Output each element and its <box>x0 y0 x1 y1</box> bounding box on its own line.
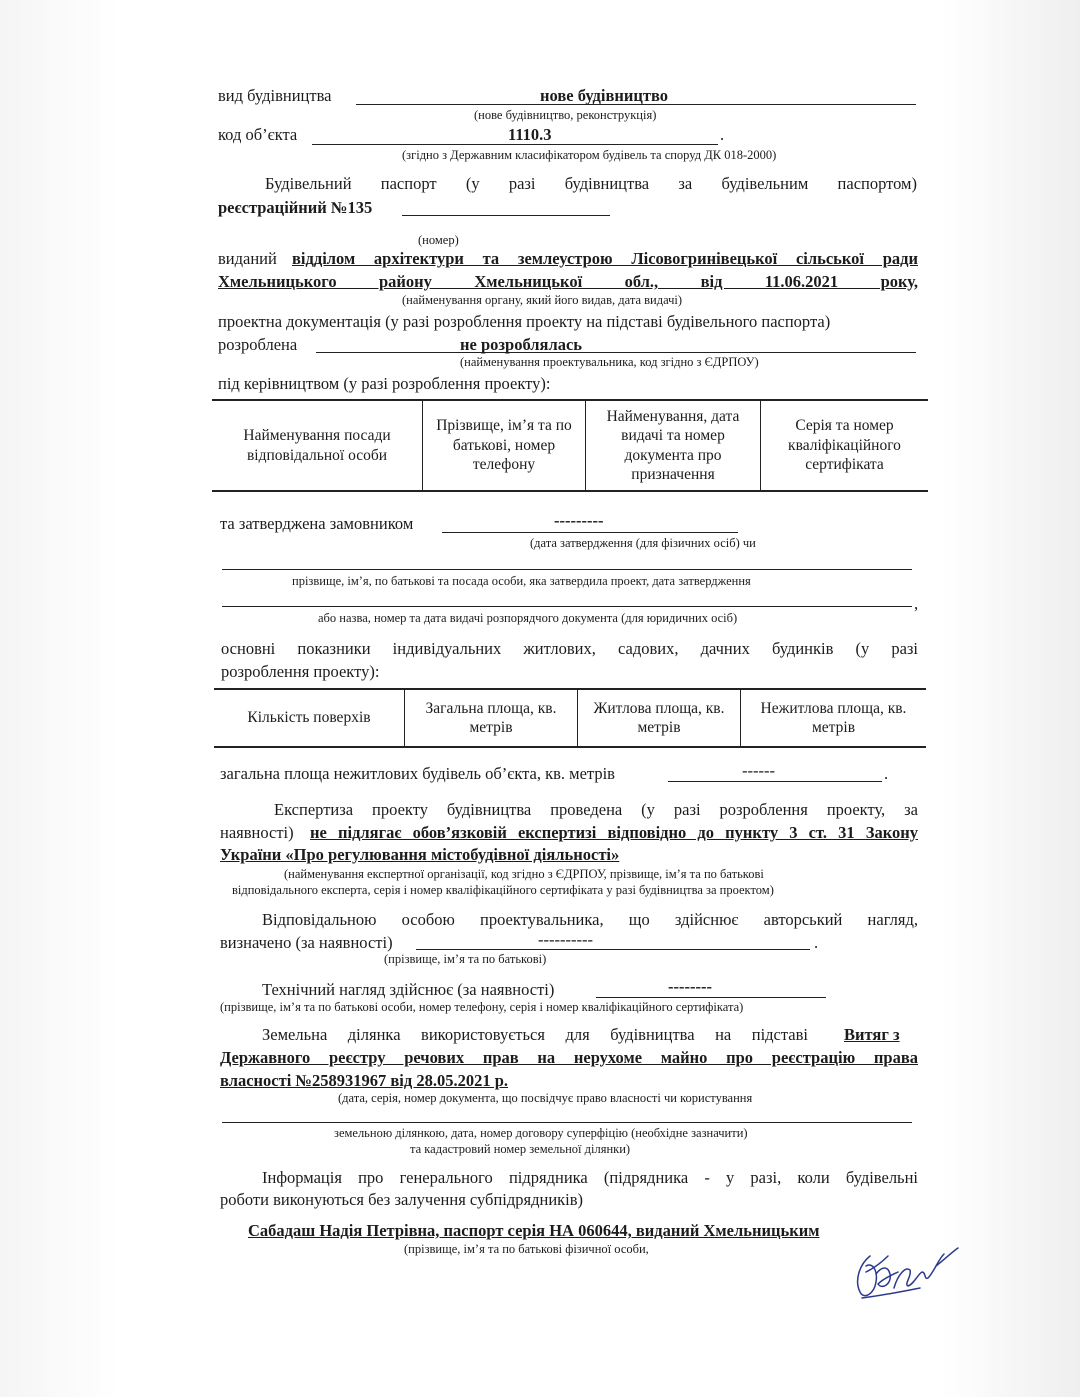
table-header-cell: Прізвище, ім’я та по батькові, номер телефону <box>423 400 586 491</box>
approval-value: --------- <box>554 511 604 530</box>
table-header-cell: Кількість поверхів <box>214 689 405 747</box>
table-row <box>212 400 928 491</box>
passport-number: реєстраційний №135 <box>218 198 373 217</box>
land-line1-prefix: Земельна ділянка використовується для будівництва на підставі <box>262 1025 808 1044</box>
project-docs-line1: проектна документація (у разі розроблення проекту на підставі будівельного паспорта) <box>218 312 831 331</box>
expertise-line1: Експертиза проекту будівництва проведена (у разі розроблення проекту, за <box>274 800 918 819</box>
developed-label: розроблена <box>218 335 298 354</box>
page-shadow-left <box>0 0 120 1397</box>
land-extra-line <box>222 1122 912 1123</box>
nonresidential-label: загальна площа нежитлових будівель об’єкта, кв. метрів <box>220 764 615 783</box>
technical-supervision-hint: (прізвище, ім’я та по батькові особи, номер телефону, серія і номер кваліфікаційного сертифіката) <box>220 1000 744 1014</box>
table-header-cell: Житлова площа, кв. метрів <box>578 689 741 747</box>
passport-number-hint: (номер) <box>418 233 459 247</box>
passport-issuer-line1: відділом архітектури та землеустрою Лісовогринівецької сільської ради <box>292 249 918 268</box>
author-supervision-prefix: визначено (за наявності) <box>220 933 393 952</box>
land-hint2: земельною ділянкою, дата, номер договору суперфіцію (необхідне зазначити) <box>334 1126 748 1140</box>
lead-label: під керівництвом (у разі розроблення проекту): <box>218 374 551 393</box>
expertise-hint2: відповідального експерта, серія і номер кваліфікаційного сертифіката у разі будівництва за проектом) <box>232 883 774 897</box>
object-code-hint: (згідно з Державним класифікатором будівель та споруд ДК 018-2000) <box>402 148 777 162</box>
technical-supervision-label: Технічний нагляд здійснює (за наявності) <box>262 980 555 999</box>
table-header-cell: Серія та номер кваліфікаційного сертифіката <box>761 400 929 491</box>
nonresidential-line <box>668 781 882 782</box>
table-header-cell: Загальна площа, кв. метрів <box>405 689 578 747</box>
technical-supervision-value: -------- <box>668 977 712 996</box>
table-header-cell: Нежитлова площа, кв. метрів <box>741 689 927 747</box>
expertise-value-line1: не підлягає обов’язковій експертизі відповідно до пункту 3 ст. 31 Закону <box>310 823 918 842</box>
expertise-line2-prefix: наявності) <box>220 823 294 842</box>
table-header-cell: Найменування, дата видачі та номер документа про призначення <box>586 400 761 491</box>
approval-document-line <box>222 606 912 607</box>
land-value-line2: Державного реєстру речових прав на нерухоме майно про реєстрацію права <box>220 1048 918 1067</box>
indicators-line2: розроблення проекту): <box>221 662 380 681</box>
developed-value: не розроблялась <box>460 335 583 354</box>
approval-hint2: прізвище, ім’я, по батькові та посада особи, яка затвердила проект, дата затвердження <box>292 574 751 588</box>
land-value-line1: Витяг з <box>844 1025 900 1044</box>
table-row <box>214 689 926 747</box>
contractor-line1: Інформація про генерального підрядника (підрядника - у разі, коли будівельні <box>262 1168 918 1187</box>
author-supervision-value: ---------- <box>538 930 593 949</box>
indicators-table <box>214 688 926 748</box>
approval-label: та затверджена замовником <box>220 514 414 533</box>
expertise-hint1: (найменування експертної організації, код згідно з ЄДРПОУ, прізвище, ім’я та по батькові <box>284 867 764 881</box>
contractor-hint: (прізвище, ім’я та по батькові фізичної особи, <box>404 1242 649 1256</box>
land-hint3: та кадастровий номер земельної ділянки) <box>410 1142 631 1156</box>
author-supervision-hint: (прізвище, ім’я та по батькові) <box>384 952 547 966</box>
construction-type-hint: (нове будівництво, реконструкція) <box>474 108 657 122</box>
table-header-cell: Найменування посади відповідальної особи <box>212 400 423 491</box>
contractor-value: Сабадаш Надія Петрівна, паспорт серія НА 060644, виданий Хмельницьким <box>248 1221 820 1240</box>
object-code-value: 1110.3 <box>508 125 552 144</box>
nonresidential-value: ------ <box>742 761 775 780</box>
passport-line1: Будівельний паспорт (у разі будівництва за будівельним паспортом) <box>265 174 917 193</box>
technical-supervision-line <box>596 997 826 998</box>
land-hint1: (дата, серія, номер документа, що посвідчує право власності чи користування <box>338 1091 753 1105</box>
expertise-value-line2: України «Про регулювання містобудівної діяльності» <box>220 845 620 864</box>
developed-line <box>316 352 916 353</box>
responsible-persons-table <box>212 399 928 492</box>
author-supervision-line <box>416 949 810 950</box>
page-shadow-right <box>940 0 1080 1397</box>
contractor-line2: роботи виконуються без залучення субпідрядників) <box>220 1190 584 1209</box>
document-page: вид будівництва нове будівництво (нове будівництво, реконструкція) код об’єкта 1110.3 . (згідно з Державним класифікатором будівель та споруд ДК 018-2000) Будівельний паспорт (у разі будівництва за будівельним паспортом) реєстраційний №135 (номер) виданий відділом архітектури та землеустрою Лісовогринівецької сільської ради Хмельницького району Хмельницької обл., від 11.06.2021 року, (найменування органу, який його видав, дата видачі) проектна документація (у разі розроблення проекту на підставі будівельного паспорта) розроблена не розроблялась (найменування проектувальника, код згідно з ЄДРПОУ) під керівництвом (у разі розроблення проекту): Найменування посади відповідальної особи Прізвище, ім’я та по батькові, номер телефону Найменування, дата видачі та номер документа про призначення Серія та номер кваліфікаційного сертифіката та затверджена замовником --------- (дата затвердження (для фізичних осіб) чи прізвище, ім’я, по батькові та посада особи, яка затвердила проект, дата затвердження , або назва, номер та дата видачі розпорядчого документа (для юридичних осіб) основні показники індивідуальних житлових, садових, дачних будинків (у разі розроблення проекту): Кількість поверхів Загальна площа, кв. метрів Житлова площа, кв. метрів Нежитлова площа, кв. метрів загальна площа нежитлових будівель об’єкта, кв. метрів ------ . Експертиза проекту будівництва проведена (у разі розроблення проекту, за наявності) не підлягає обов’язковій експертизі відповідно до пункту 3 ст. 31 Закону України «Про регулювання містобудівної діяльності» (найменування експертної організації, код згідно з ЄДРПОУ, прізвище, ім’я та по батькові відповідального експерта, серія і номер кваліфікаційного сертифіката у разі будівництва за проектом) Відповідальною особою проектувальника, що здійснює авторський нагляд, визначено (за наявності) ---------- . (прізвище, ім’я та по батькові) Технічний нагляд здійснює (за наявності) -------- (прізвище, ім’я та по батькові особи, номер телефону, серія і номер кваліфікаційного сертифіката) Земельна ділянка використовується для будівництва на підставі Витяг з Державного реєстру речових прав на нерухоме майно про реєстрацію права власності №258931967 від 28.05.2021 р. (дата, серія, номер документа, що посвідчує право власності чи користування земельною ділянкою, дата, номер договору суперфіцію (необхідне зазначити) та кадастровий номер земельної ділянки) Інформація про генерального підрядника (підрядника - у разі, коли будівельні роботи виконуються без залучення субпідрядників) Сабадаш Надія Петрівна, паспорт серія НА 060644, виданий Хмельницьким (прізвище, ім’я та по батькові фізичної особи, <box>0 0 1080 1397</box>
object-code-label: код об’єкта <box>218 125 298 144</box>
approval-person-line <box>222 569 912 570</box>
passport-issuer-hint: (найменування органу, який його видав, дата видачі) <box>402 293 683 307</box>
approval-hint3: або назва, номер та дата видачі розпорядчого документа (для юридичних осіб) <box>318 611 738 625</box>
passport-issuer-line2: Хмельницького району Хмельницької обл., від 11.06.2021 року, <box>218 272 918 291</box>
passport-number-line <box>402 215 610 216</box>
object-code-line <box>312 144 718 145</box>
passport-issued-prefix: виданий <box>218 249 277 268</box>
approval-hint1: (дата затвердження (для фізичних осіб) чи <box>530 536 756 550</box>
signature-icon <box>848 1244 966 1304</box>
construction-type-value: нове будівництво <box>540 86 669 105</box>
developed-hint: (найменування проектувальника, код згідно з ЄДРПОУ) <box>460 355 759 369</box>
author-supervision-line1: Відповідальною особою проектувальника, що здійснює авторський нагляд, <box>262 910 918 929</box>
construction-type-label: вид будівництва <box>218 86 332 105</box>
indicators-line1: основні показники індивідуальних житлових, садових, дачних будинків (у разі <box>221 639 918 658</box>
land-value-line3: власності №258931967 від 28.05.2021 р. <box>220 1071 509 1090</box>
approval-line <box>442 532 738 533</box>
